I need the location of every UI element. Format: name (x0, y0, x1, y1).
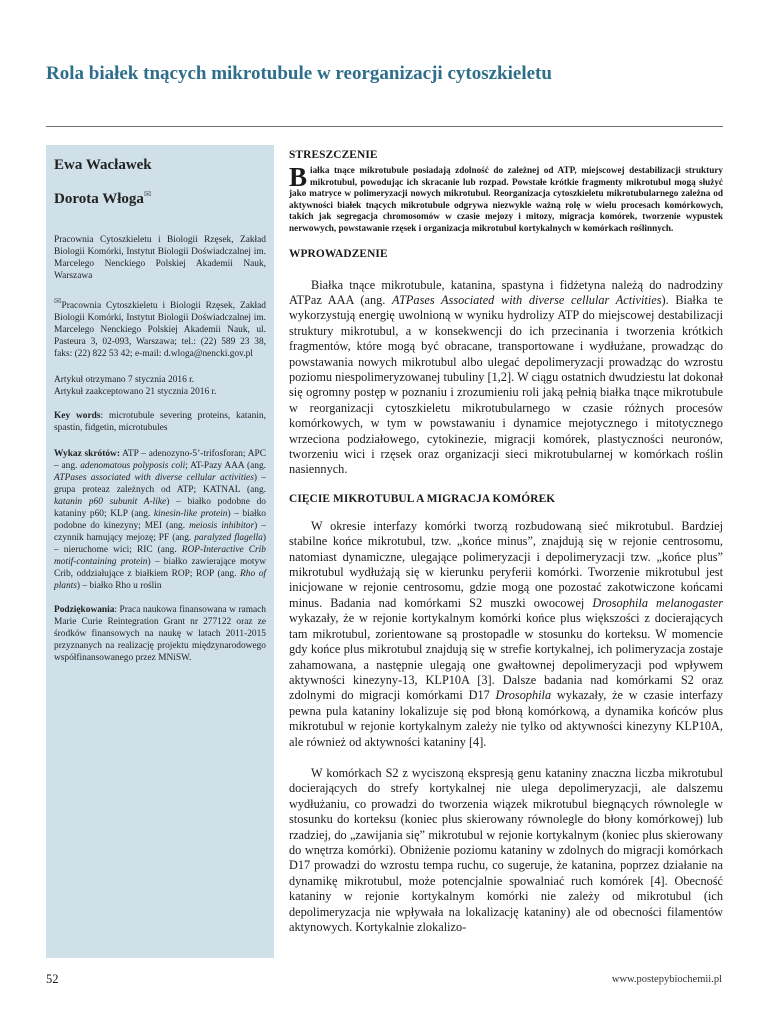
intro-heading: WPROWADZENIE (289, 247, 388, 260)
abbr-term: adenomatous polyposis coli (80, 461, 186, 472)
species-name: Drosophila melanogaster (592, 595, 723, 610)
body-text: wykazały, że w czasie interfazy pewna pula kataniny lokalizuje się pod błoną komórkową, a dynamika końców plus mikrotubul w rejonie kortykalnym zależy nie tylko od aktywności kinezyny KLP10A, ale również od aktywności kataniny [4]. (289, 688, 723, 749)
body-paragraph: W komórkach S2 z wyciszoną ekspresją genu kataniny znaczna liczba mikrotubul docierających do strefy kortykalnej nie ulega depolimeryzacji, ale dalszemu wydłużaniu, co prowadzi do tworzenia wiązek mikrotubul biegnących równolegle w stosunku do korteksu (koniec plus skierowany równolegle do błony komórkowej) lub rzadziej, do „zawijania się” mikrotubul w rejonie kortykalnym (koniec plus skierowany do wnętrza komórki). Obniżenie poziomu kataniny w zdolnych do migracji komórkach D17 prowadzi do wzrostu tempa ruchu, co sugeruje, że katanina, poprzez działanie na dynamikę mikrotubul, może potencjalnie spowalniać ruch komórek [4]. Obecność kataniny w rejonie kortykalnym komórki nie zależy od mikrotubul (ich depolimeryzacja nie wpływała na lokalizację kataniny) ale od obecności filamentów aktynowych. Kortykalnie zlokalizo- (289, 765, 723, 934)
acknowledgements-label: Podziękowania (54, 605, 115, 616)
article-sidebar (46, 145, 274, 958)
body-text: ). Białka te wykorzystują energię uwolnioną w wyniku hydrolizy ATP do miejscowej destabilizacji struktury mikrotubul, a w konsekwencji do ich przecinania i tworzenia krótkich fragmentów, które mogą być obracane, transportowane i wydłużane, prowadząc do powstawania nowych mikrotubul albo ulegać depolimeryzacji prowadząc do wzrostu poziomu niespolimeryzowanej tubuliny [1,2]. W ciągu ostatnich dwudziestu lat dokonał się ogromny postęp w poznaniu i zrozumieniu roli jaką pełnią białka tnące mikrotubule w reorganizacji cytoszkieletu mikrotubularnego w czasie różnych procesów komórkowych, w tym w powstawaniu i dynamice mejotycznego i mitotycznego wrzeciona podziałowego, cytokinezie, migracji komórek, plastyczności neuronów, tworzeniu wici i rzęsek oraz organizacji sieci mikrotubularnej w komórkach roślin nasiennych. (289, 292, 723, 477)
abbr-text: ; AT-Pazy AAA (ang. (185, 461, 266, 472)
accepted-date: Artykuł zaakceptowano 21 stycznia 2016 r. (54, 387, 217, 398)
keywords-label: Key words (54, 411, 101, 422)
author-affiliation: Pracownia Cytoszkieletu i Biologii Rzęsek, Zakład Biologii Komórki, Instytut Biologii Doświadczalnej im. Marcelego Nenckiego Polskiej Akademii Nauk, Warszawa (54, 235, 266, 281)
author-name: Dorota Włoga (54, 191, 144, 207)
abbr-term: meiosis inhibitor (189, 521, 255, 532)
body-text: wykazały, że w rejonie kortykalnym komórki końce plus większości z docierających tam mikrotubul, zorientowane są prostopadle w stosunku do korteksu. W momencie gdy końce plus mikrotubul znajdują się w strefie kortykalnej, ich polimeryzacja zostaje zahamowana, a następnie ulegają one gwałtownej depolimeryzacji pod wpływem aktywności kinezyny-13, KLP10A [3]. Dalsze badania nad komórkami S2 oraz zdolnymi do migracji komórkami D17 (289, 611, 723, 703)
body-text: W okresie interfazy komórki tworzą rozbudowaną sieć mikrotubul. Bardziej stabilne końce mikrotubul, tzw. „końce minus”, znajdują się w rejonie centrosomu, natomiast dynamiczne, ulegające polimeryzacji i depolimeryzacji tzw. „końce plus” mikrotubul wydłużają się w kierunku peryferii komórki. Tworzenie mikrotubul jest inicjowane w rejonie centrosomu, gdzie mogą one pozostać zakotwiczone końcami minus. Badania nad komórkami S2 muszki owocowej (289, 518, 723, 610)
abbr-term: katanin p60 subunit A-like (54, 497, 167, 508)
abbr-text: ATP – adenozyno-5’-trifosforan; APC – ang. (54, 449, 266, 472)
envelope-icon: ✉ (54, 296, 62, 306)
abbr-text: ) – grupa proteaz zależnych od ATP; KATNAL (ang. (54, 473, 266, 496)
header-divider (46, 126, 723, 127)
received-date: Artykuł otrzymano 7 stycznia 2016 r. (54, 375, 195, 386)
envelope-icon: ✉ (143, 189, 152, 199)
keywords (54, 410, 266, 434)
acknowledgements-text: : Praca naukowa finansowana w ramach Marie Curie Reintegration Grant nr 277122 oraz ze środków finansowych na naukę w latach 2011-2015 przyznanych na realizację projektu międzynarodowego współfinansowanego przez MNiSW. (54, 605, 266, 664)
abbr-text: ) – czynnik hamujący mejozę; PF (ang. (54, 521, 266, 544)
author-name: Ewa Wacławek (54, 157, 152, 173)
abbr-text: ) – nieruchome wici; RIC (ang. (54, 533, 266, 556)
abbreviations (54, 448, 266, 592)
author-name-corresponding (54, 184, 266, 209)
journal-website: www.postepybiochemii.pl (611, 974, 722, 985)
abbr-term: kinesin-like protein (153, 509, 228, 520)
abbr-text: ) – białko Rho u roślin (76, 581, 162, 592)
abbr-text: ) – białko zawierające motyw Crib, oddziałujące z białkiem ROP; ROP (ang. (54, 557, 266, 580)
article-title: Rola białek tnących mikrotubule w reorganizacji cytoszkieletu (46, 63, 552, 84)
section-heading: CIĘCIE MIKROTUBUL A MIGRACJA KOMÓREK (289, 492, 556, 505)
page-number: 52 (46, 972, 59, 986)
corresponding-address (54, 295, 266, 360)
abbr-term: paralyzed flagella (194, 533, 263, 544)
abstract-heading: STRESZCZENIE (289, 149, 378, 161)
acknowledgements (54, 604, 266, 664)
article-body (289, 148, 723, 935)
abbr-text: ) – białko podobne do kataniny p60; KLP (ang. (54, 497, 266, 520)
abbr-term: ATPases associated with diverse cellular activities (54, 473, 254, 484)
corresponding-address-text: Pracownia Cytoszkieletu i Biologii Rzęsek, Zakład Biologii Komórki, Instytut Biologii Doświadczalnej im. Marcelego Nenckiego Polskiej Akademii Nauk, ul. Pasteura 3, 02-093, Warszawa; tel.: (22) 589 23 38, faks: (22) 822 53 42; e-mail: d.wloga@nencki.gov.pl (54, 301, 266, 360)
abstract (289, 162, 723, 235)
species-name: Drosophila (495, 688, 552, 703)
keywords-text: : microtubule severing proteins, katanin, spastin, fidgetin, microtubules (54, 411, 266, 434)
article-dates (54, 374, 266, 398)
body-paragraph (289, 519, 723, 750)
dropcap: B (289, 162, 308, 192)
abbr-term: ROP-Interactive Crib motif-containing protein (54, 545, 266, 568)
abstract-text: iałka tnące mikrotubule posiadają zdolność do zależnej od ATP, miejscowej destabilizacji struktury mikrotubul, powodując ich skracanie lub rozpad. Powstałe krótkie fragmenty mikrotubul mogą służyć jako matryce w polimeryzacji nowych mikrotubul. Reorganizacja cytoszkieletu mikrotubularnego zależna od aktywności białek tnących mikrotubule odgrywa niezwykle ważną rolę w wielu procesach komórkowych, takich jak segregacja chromosomów w czasie mejozy i mitozy, migracja komórek, tworzenie wypustek nerwowych, powstawanie rzęsek i organizacja mikrotubul kortykalnych w komórkach roślinnych. (289, 165, 723, 233)
body-term: ATPases Associated with diverse cellular Activities (392, 292, 662, 307)
abbr-term: Rho of plants (54, 569, 266, 592)
intro-paragraph (289, 278, 723, 478)
abbr-text: ) – białko podobne do kinezyny; MEI (ang. (54, 509, 266, 532)
body-text: Białka tnące mikrotubule, katanina, spastyna i fidżetyna należą do nadrodziny ATPaz AAA (ang. (289, 277, 723, 307)
abbreviations-label: Wykaz skrótów: (54, 449, 120, 460)
